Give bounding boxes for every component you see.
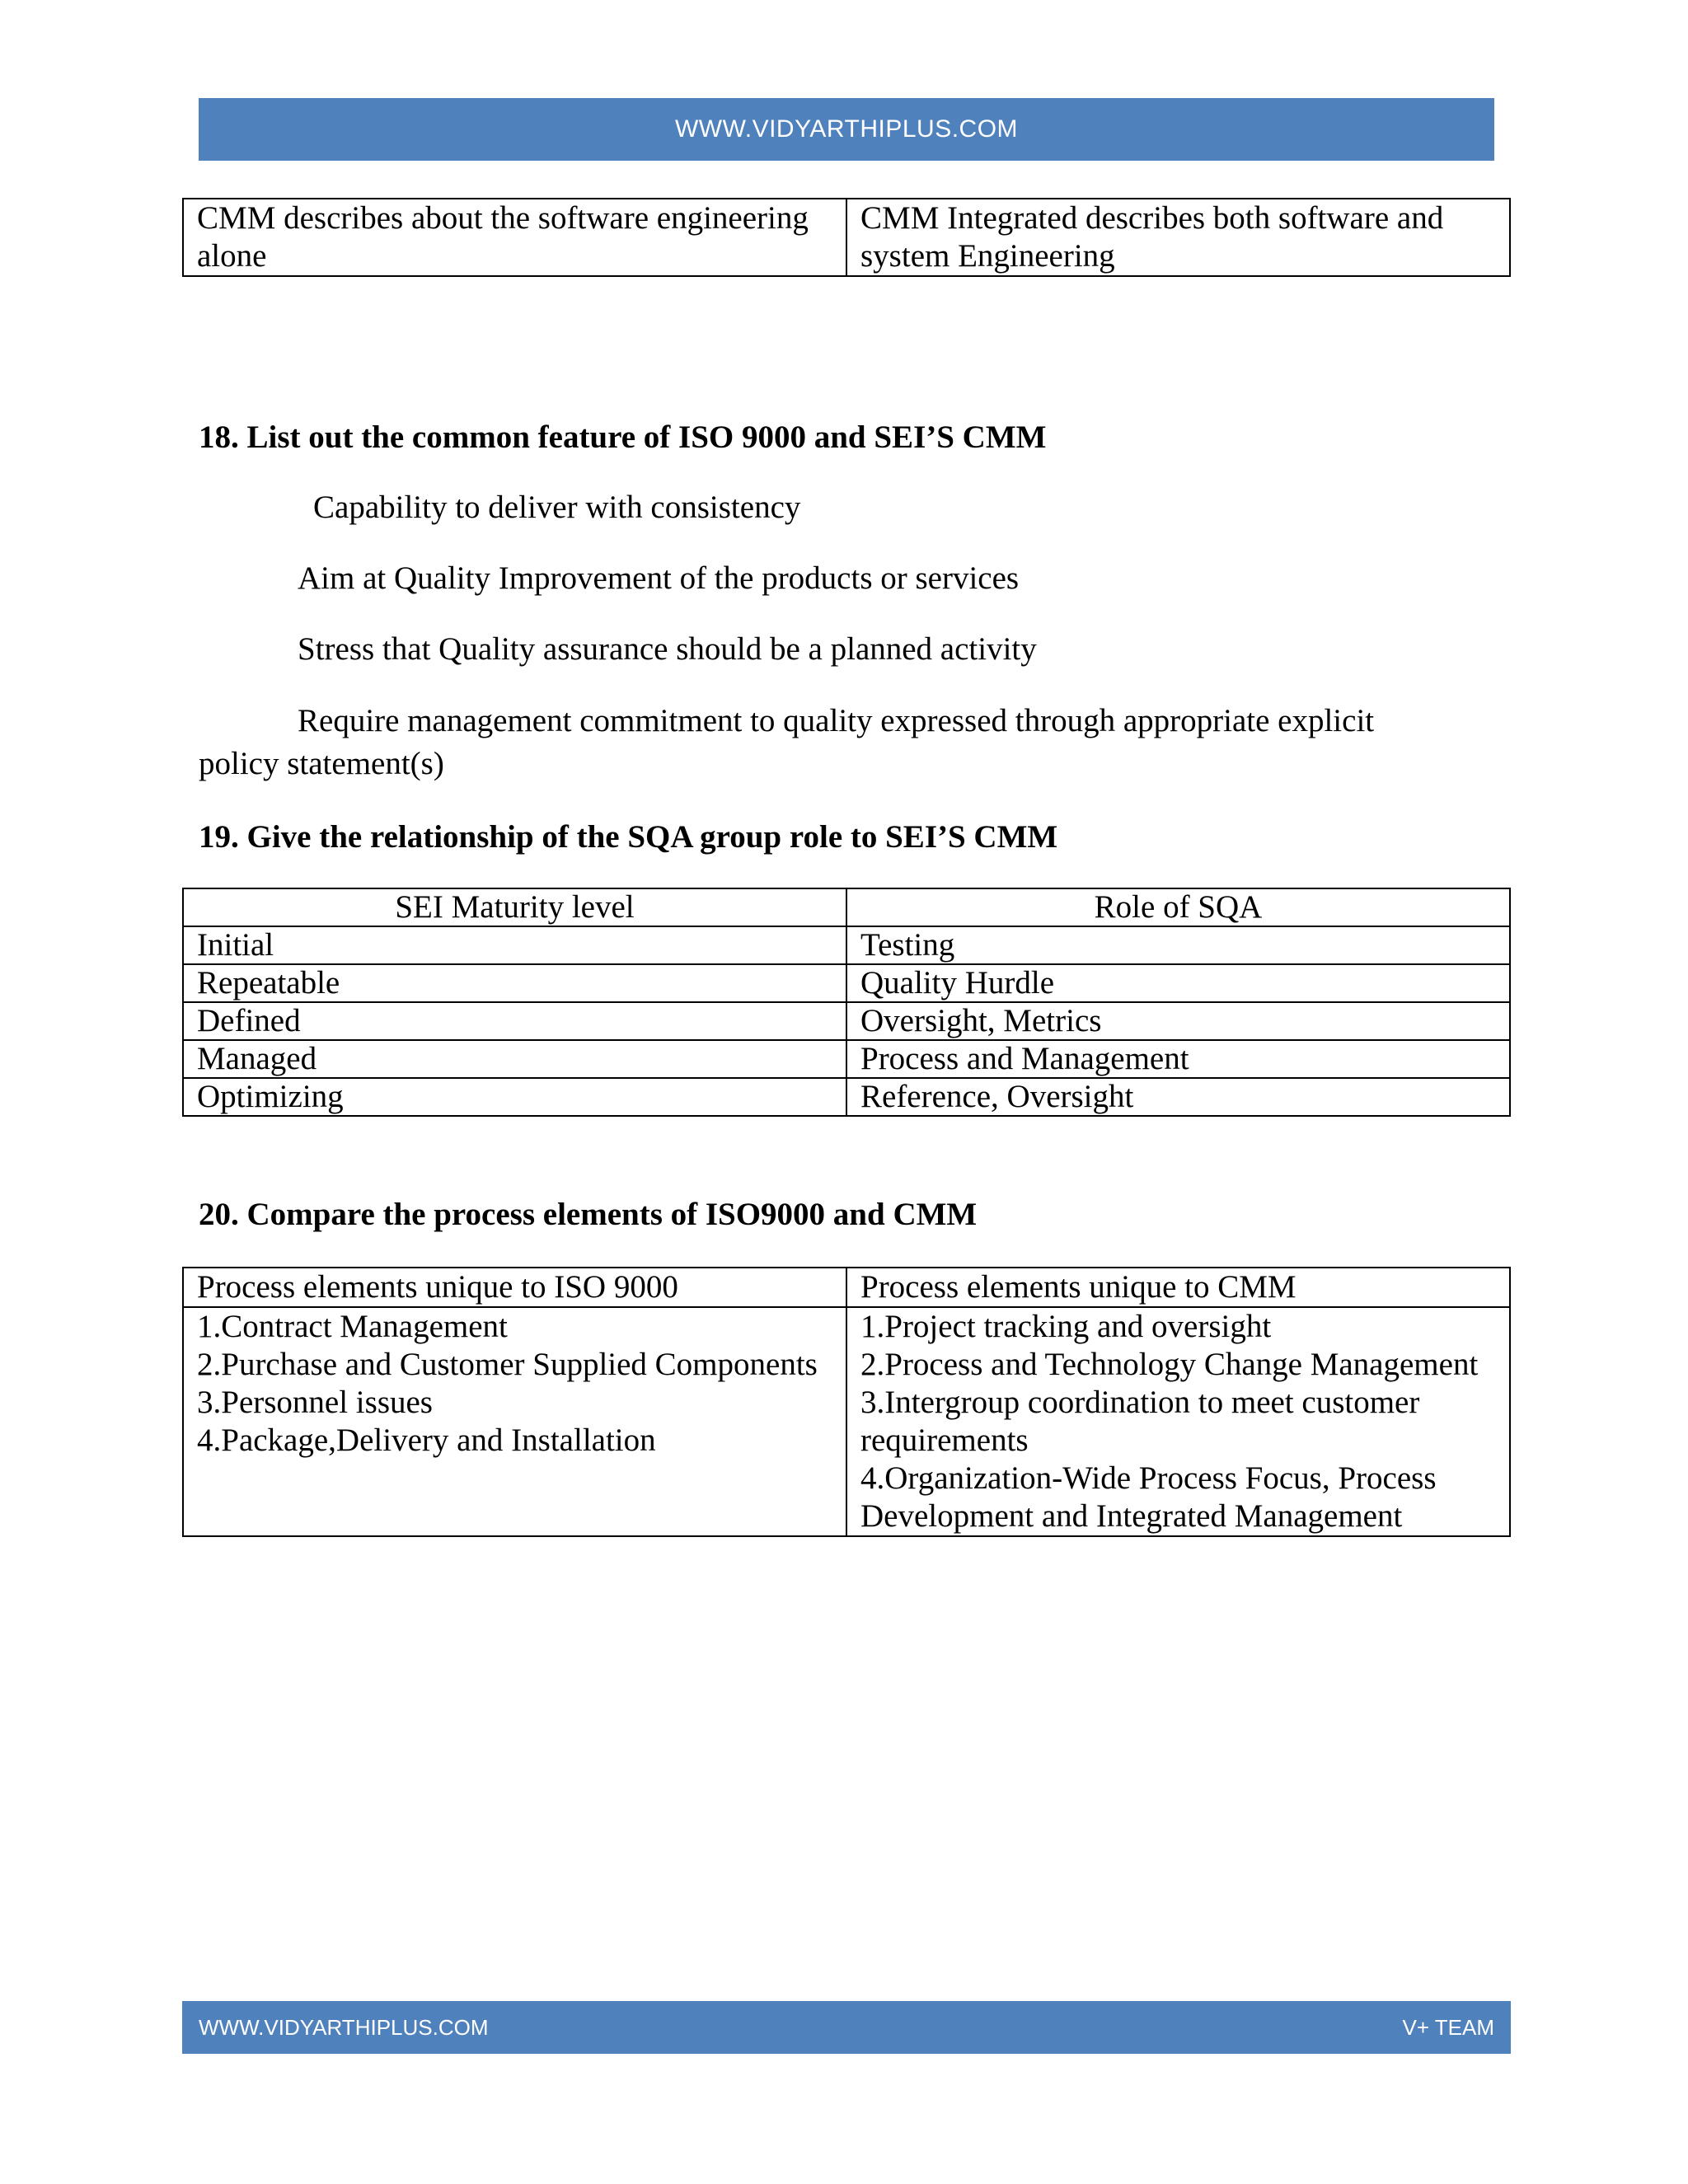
table-row bbox=[183, 1078, 1510, 1116]
list-item: 1.Contract Management bbox=[197, 1309, 508, 1344]
column-header: SEI Maturity level bbox=[183, 888, 846, 926]
maturity-level-cell: Defined bbox=[183, 1002, 846, 1040]
list-item: 3.Personnel issues bbox=[197, 1385, 433, 1420]
sqa-role-cell: Testing bbox=[846, 926, 1510, 964]
footer-band bbox=[182, 2001, 1511, 2054]
list-item: 2.Purchase and Customer Supplied Components bbox=[197, 1347, 818, 1382]
header-site-text: WWW.VIDYARTHIPLUS.COM bbox=[674, 115, 1019, 143]
q18-item: Capability to deliver with consistency bbox=[313, 490, 801, 525]
process-elements-table bbox=[182, 1267, 1511, 1537]
footer-team-text: V+ TEAM bbox=[1402, 2014, 1494, 2040]
column-header: Process elements unique to CMM bbox=[846, 1268, 1510, 1307]
list-item: 4.Organization-Wide Process Focus, Process Development and Integrated Management bbox=[860, 1460, 1437, 1534]
list-item: 3.Intergroup coordination to meet customer requirements bbox=[860, 1385, 1420, 1458]
maturity-level-cell: Managed bbox=[183, 1040, 846, 1078]
maturity-level-cell: Optimizing bbox=[183, 1078, 846, 1116]
q18-item: Stress that Quality assurance should be a planned activity bbox=[298, 631, 1037, 667]
table-header-row bbox=[183, 888, 1510, 926]
sqa-role-cell: Reference, Oversight bbox=[846, 1078, 1510, 1116]
q18-heading: 18. List out the common feature of ISO 9000 and SEI’S CMM bbox=[199, 419, 1047, 455]
column-header: Role of SQA bbox=[846, 888, 1510, 926]
list-item: 4.Package,Delivery and Installation bbox=[197, 1422, 656, 1458]
iso-elements-cell bbox=[183, 1307, 846, 1536]
table-row bbox=[183, 1307, 1510, 1536]
table-row bbox=[183, 1040, 1510, 1078]
q18-item: Aim at Quality Improvement of the products or services bbox=[298, 560, 1020, 596]
table-header-row bbox=[183, 1268, 1510, 1307]
q20-heading: 20. Compare the process elements of ISO9000 and CMM bbox=[199, 1197, 978, 1232]
cmm-cell: CMM describes about the software engineering alone bbox=[183, 199, 846, 276]
table-row bbox=[183, 199, 1510, 276]
table-row bbox=[183, 1002, 1510, 1040]
table-row bbox=[183, 964, 1510, 1002]
q19-heading: 19. Give the relationship of the SQA group role to SEI’S CMM bbox=[199, 819, 1058, 855]
list-item: 2.Process and Technology Change Management bbox=[860, 1347, 1479, 1382]
sqa-role-cell: Oversight, Metrics bbox=[846, 1002, 1510, 1040]
sqa-role-table bbox=[182, 888, 1511, 1117]
sqa-role-cell: Process and Management bbox=[846, 1040, 1510, 1078]
table-row bbox=[183, 926, 1510, 964]
cmmi-cell: CMM Integrated describes both software and system Engineering bbox=[846, 199, 1510, 276]
cmm-elements-cell bbox=[846, 1307, 1510, 1536]
column-header: Process elements unique to ISO 9000 bbox=[183, 1268, 846, 1307]
q18-item: Require management commitment to quality expressed through appropriate explicit policy statement(s) bbox=[199, 703, 1375, 781]
list-item: 1.Project tracking and oversight bbox=[860, 1309, 1272, 1344]
footer-site-text: WWW.VIDYARTHIPLUS.COM bbox=[199, 2014, 489, 2040]
maturity-level-cell: Initial bbox=[183, 926, 846, 964]
header-band bbox=[199, 98, 1494, 161]
cmm-comparison-table bbox=[182, 198, 1511, 277]
sqa-role-cell: Quality Hurdle bbox=[846, 964, 1510, 1002]
maturity-level-cell: Repeatable bbox=[183, 964, 846, 1002]
